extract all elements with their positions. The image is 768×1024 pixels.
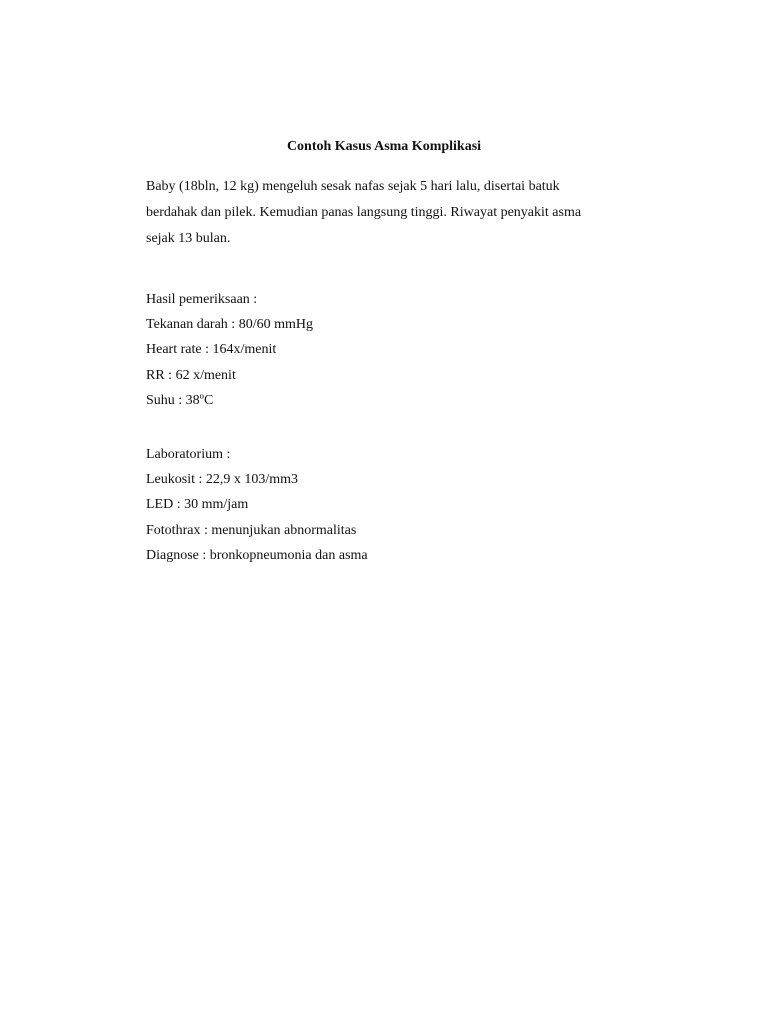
- respiratory-rate-line: RR : 62 x/menit: [146, 367, 236, 383]
- heart-rate-line: Heart rate : 164x/menit: [146, 342, 277, 358]
- led-line: LED : 30 mm/jam: [146, 497, 249, 513]
- examination-heading: Hasil pemeriksaan :: [146, 292, 258, 307]
- case-description-line: berdahak dan pilek. Kemudian panas langsung tinggi. Riwayat penyakit asma: [146, 205, 582, 220]
- case-description: [146, 174, 626, 252]
- case-description-line: Baby (18bln, 12 kg) mengeluh sesak nafas sejak 5 hari lalu, disertai batuk: [146, 179, 560, 194]
- temperature-line: Suhu : 38ºC: [146, 392, 214, 408]
- document-title: Contoh Kasus Asma Komplikasi: [286, 139, 482, 154]
- examination-results: [146, 287, 626, 413]
- diagnosis-line: Diagnose : bronkopneumonia dan asma: [146, 547, 368, 563]
- laboratory-results: [146, 442, 626, 568]
- case-description-line: sejak 13 bulan.: [146, 231, 231, 246]
- blood-pressure-line: Tekanan darah : 80/60 mmHg: [146, 317, 313, 333]
- laboratory-heading: Laboratorium :: [146, 447, 231, 462]
- thorax-photo-line: Fotothrax : menunjukan abnormalitas: [146, 522, 357, 538]
- leukocyte-line: Leukosit : 22,9 x 103/mm3: [146, 472, 299, 488]
